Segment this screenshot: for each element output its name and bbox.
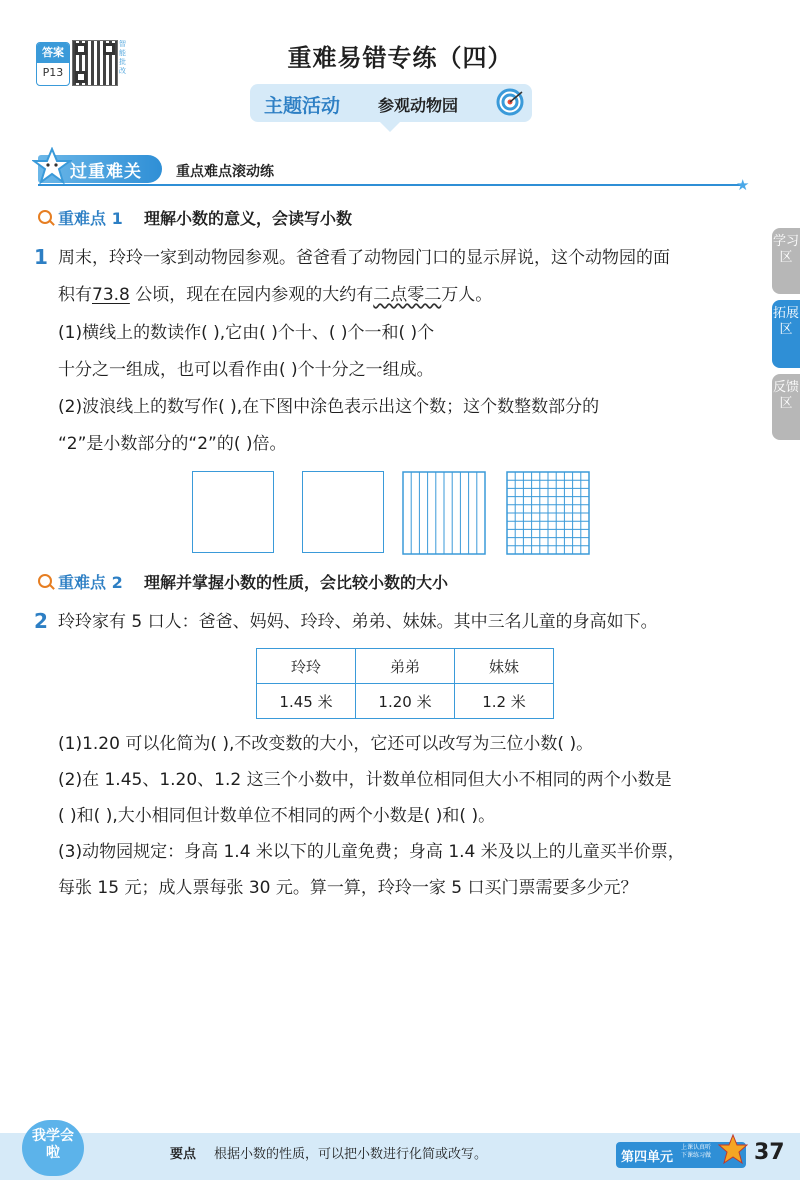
point1-label: 重难点 1 <box>58 209 123 228</box>
footer-key-label: 要点 <box>170 1147 197 1162</box>
q2-part2-line2[interactable]: ( )和( ),大小相同但计数单位不相同的两个小数是( )和( )。 <box>58 806 496 826</box>
q2-line1: 玲玲家有 5 口人：爸爸、妈妈、玲玲、弟弟、妹妹。其中三名儿童的身高如下。 <box>58 612 658 632</box>
wavy-underlined-number: 二点零二 <box>373 285 442 305</box>
tab-feedback-area[interactable]: 反馈区 <box>772 374 800 440</box>
question-2-number: 2 <box>34 609 48 633</box>
height-table <box>256 648 554 719</box>
q2-part2-line1: (2)在 1.45、1.20、1.2 这三个小数中，计数单位相同但大小不相同的两个小数是 <box>58 770 672 790</box>
table-header: 弟弟 <box>356 649 455 684</box>
question-1-number: 1 <box>34 245 48 269</box>
unit-label: 第四单元 <box>621 1150 674 1165</box>
q2-part3-line2: 每张 15 元；成人票每张 30 元。算一算，玲玲一家 5 口买门票需要多少元？ <box>58 878 638 898</box>
table-cell: 1.2 米 <box>455 684 554 719</box>
section-subtitle: 重点难点滚动练 <box>176 164 274 180</box>
key-point-icon <box>38 210 52 224</box>
tab-extension-area[interactable]: 拓展区 <box>772 300 800 368</box>
unit-square-2[interactable] <box>302 471 384 553</box>
star-icon: ★ <box>736 176 750 194</box>
footer-note: 根据小数的性质，可以把小数进行化简或改写。 <box>214 1147 488 1162</box>
section-banner-text: 过重难关 <box>70 162 142 182</box>
q2-part1[interactable]: (1)1.20 可以化简为( ),不改变数的大小，它还可以改写为三位小数( )。 <box>58 734 594 754</box>
q1-part1-line1[interactable]: (1)横线上的数读作( ),它由( )个十、( )个一和( )个 <box>58 323 435 343</box>
q1-line2: 积有73.8 公顷，现在在园内参观的大约有二点零二万人。 <box>58 285 493 305</box>
point2-label: 重难点 2 <box>58 573 123 592</box>
footer-cloud-text: 我学会啦 <box>32 1128 74 1161</box>
table-row <box>257 684 554 719</box>
table-cell: 1.20 米 <box>356 684 455 719</box>
theme-sub: 参观动物园 <box>378 96 459 115</box>
q1-part2-line2[interactable]: “2”是小数部分的“2”的( )倍。 <box>58 434 287 454</box>
q1-part1-line2[interactable]: 十分之一组成，也可以看作由( )个十分之一组成。 <box>58 360 434 380</box>
key-point-icon <box>38 574 52 588</box>
underlined-number: 73.8 <box>92 285 130 305</box>
point1-desc: 理解小数的意义，会读写小数 <box>144 209 353 228</box>
unit-slogan: 上课认真听 下课练习做 <box>681 1144 712 1159</box>
star-mascot-icon <box>32 147 72 185</box>
table-header: 妹妹 <box>455 649 554 684</box>
qr-label: 智能批改 <box>119 40 126 75</box>
target-icon <box>495 87 525 117</box>
table-header: 玲玲 <box>257 649 356 684</box>
table-cell: 1.45 米 <box>257 684 356 719</box>
tenths-grid[interactable] <box>402 471 486 555</box>
point2-desc: 理解并掌握小数的性质，会比较小数的大小 <box>144 573 449 592</box>
q2-part3-line1: (3)动物园规定：身高 1.4 米以下的儿童免费；身高 1.4 米及以上的儿童买半价票， <box>58 842 685 862</box>
page-number: 37 <box>754 1140 785 1165</box>
section-divider <box>38 184 744 186</box>
tab-study-area[interactable]: 学习区 <box>772 228 800 294</box>
answer-label: 答案 <box>37 43 69 63</box>
unit-square-1[interactable] <box>192 471 274 553</box>
page-title: 重难易错专练（四） <box>287 44 513 72</box>
answer-page: P13 <box>42 66 64 79</box>
star-mascot-icon <box>718 1134 748 1168</box>
theme-main: 主题活动 <box>264 95 341 117</box>
q1-line1: 周末，玲玲一家到动物园参观。爸爸看了动物园门口的显示屏说，这个动物园的面 <box>58 248 670 268</box>
q1-part2-line1[interactable]: (2)波浪线上的数写作( ),在下图中涂色表示出这个数；这个数整数部分的 <box>58 397 600 417</box>
table-row <box>257 649 554 684</box>
hundredths-grid[interactable] <box>506 471 590 555</box>
